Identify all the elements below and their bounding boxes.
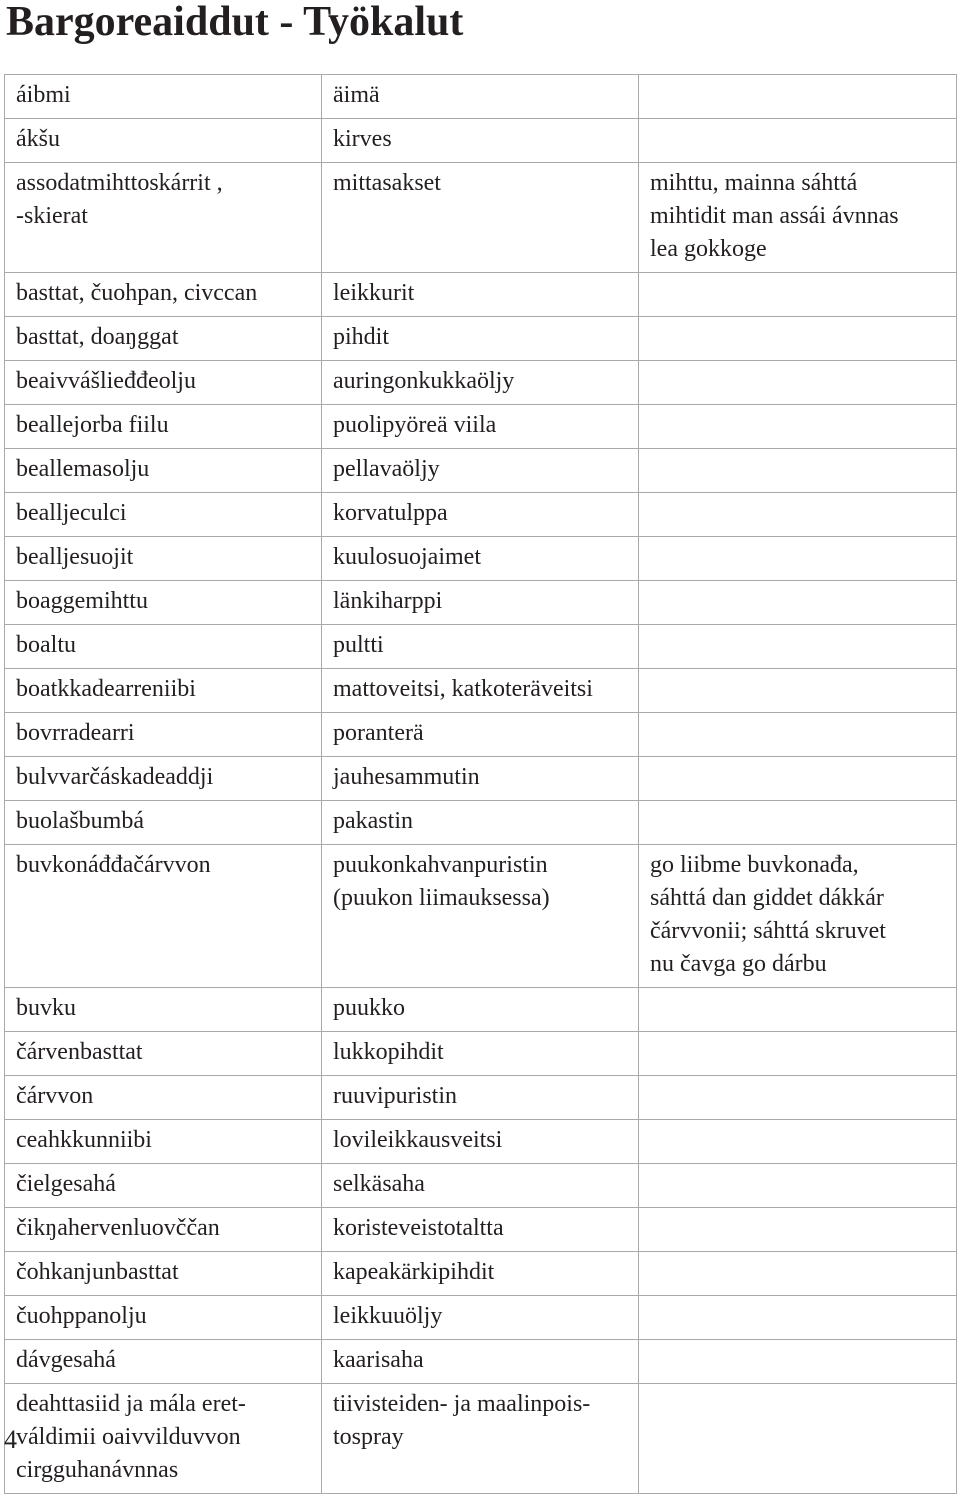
table-row	[5, 988, 957, 1032]
sami-term-cell: boatkkadearreniibi	[5, 669, 322, 713]
note-cell	[639, 713, 957, 757]
table-row	[5, 581, 957, 625]
finnish-term-cell: leikkuuöljy	[322, 1296, 639, 1340]
sami-term-cell: beaivvášlieđđeolju	[5, 361, 322, 405]
finnish-term-cell: lukkopihdit	[322, 1032, 639, 1076]
finnish-term-cell: korvatulppa	[322, 493, 639, 537]
table-row	[5, 163, 957, 273]
table-row	[5, 1252, 957, 1296]
table-row	[5, 669, 957, 713]
finnish-term-cell: koristeveistotaltta	[322, 1208, 639, 1252]
sami-term-cell: čuohppanolju	[5, 1296, 322, 1340]
note-cell	[639, 625, 957, 669]
table-row	[5, 713, 957, 757]
note-cell	[639, 1076, 957, 1120]
table-row	[5, 801, 957, 845]
sami-term-cell: bealljeculci	[5, 493, 322, 537]
table-row	[5, 1164, 957, 1208]
page-title: Bargoreaiddut - Työkalut	[6, 0, 464, 45]
finnish-term-cell: puukonkahvanpuristin (puukon liimauksessa)	[322, 845, 639, 988]
note-cell	[639, 317, 957, 361]
table-row	[5, 537, 957, 581]
finnish-term-cell: puukko	[322, 988, 639, 1032]
finnish-term-cell: mittasakset	[322, 163, 639, 273]
table-row	[5, 119, 957, 163]
sami-term-cell: áibmi	[5, 75, 322, 119]
table-row	[5, 75, 957, 119]
finnish-term-cell: ruuvipuristin	[322, 1076, 639, 1120]
sami-term-cell: boaggemihttu	[5, 581, 322, 625]
note-cell	[639, 537, 957, 581]
finnish-term-cell: poranterä	[322, 713, 639, 757]
finnish-term-cell: lovileikkausveitsi	[322, 1120, 639, 1164]
table-row	[5, 317, 957, 361]
table-row	[5, 405, 957, 449]
note-cell	[639, 273, 957, 317]
sami-term-cell: čielgesahá	[5, 1164, 322, 1208]
table-row	[5, 1120, 957, 1164]
table-row	[5, 493, 957, 537]
sami-term-cell: deahttasiid ja mála eret- váldimii oaivvilduvvon cirgguhanávnnas	[5, 1384, 322, 1494]
sami-term-cell: beallejorba fiilu	[5, 405, 322, 449]
table-row	[5, 1032, 957, 1076]
finnish-term-cell: kuulosuojaimet	[322, 537, 639, 581]
note-cell	[639, 361, 957, 405]
finnish-term-cell: pakastin	[322, 801, 639, 845]
table-row	[5, 361, 957, 405]
sami-term-cell: buvkonáđđačárvvon	[5, 845, 322, 988]
finnish-term-cell: selkäsaha	[322, 1164, 639, 1208]
table-row	[5, 449, 957, 493]
note-cell	[639, 1384, 957, 1494]
note-cell	[639, 405, 957, 449]
sami-term-cell: basttat, čuohpan, civccan	[5, 273, 322, 317]
sami-term-cell: čikŋahervenluovččan	[5, 1208, 322, 1252]
sami-term-cell: beallemasolju	[5, 449, 322, 493]
table-row	[5, 1384, 957, 1494]
sami-term-cell: assodatmihttoskárrit , -skierat	[5, 163, 322, 273]
finnish-term-cell: pultti	[322, 625, 639, 669]
table-row	[5, 625, 957, 669]
note-cell	[639, 493, 957, 537]
sami-term-cell: buolašbumbá	[5, 801, 322, 845]
table-row	[5, 1296, 957, 1340]
sami-term-cell: dávgesahá	[5, 1340, 322, 1384]
finnish-term-cell: kaarisaha	[322, 1340, 639, 1384]
finnish-term-cell: kirves	[322, 119, 639, 163]
sami-term-cell: bealljesuojit	[5, 537, 322, 581]
table-row	[5, 845, 957, 988]
note-cell	[639, 1120, 957, 1164]
sami-term-cell: ákšu	[5, 119, 322, 163]
finnish-term-cell: pihdit	[322, 317, 639, 361]
sami-term-cell: bulvvarčáskadeaddji	[5, 757, 322, 801]
sami-term-cell: ceahkkunniibi	[5, 1120, 322, 1164]
note-cell	[639, 581, 957, 625]
table-row	[5, 1340, 957, 1384]
note-cell	[639, 449, 957, 493]
note-cell: go liibme buvkonađa, sáhttá dan giddet dákkár čárvvonii; sáhttá skruvet nu čavga go dárbu	[639, 845, 957, 988]
note-cell	[639, 1164, 957, 1208]
finnish-term-cell: mattoveitsi, katkoteräveitsi	[322, 669, 639, 713]
sami-term-cell: basttat, doaŋggat	[5, 317, 322, 361]
finnish-term-cell: auringonkukkaöljy	[322, 361, 639, 405]
finnish-term-cell: leikkurit	[322, 273, 639, 317]
sami-term-cell: boaltu	[5, 625, 322, 669]
note-cell	[639, 75, 957, 119]
sami-term-cell: buvku	[5, 988, 322, 1032]
page-number: 4	[4, 1425, 17, 1454]
finnish-term-cell: kapeakärkipihdit	[322, 1252, 639, 1296]
finnish-term-cell: länkiharppi	[322, 581, 639, 625]
table-row	[5, 1076, 957, 1120]
finnish-term-cell: äimä	[322, 75, 639, 119]
table-row	[5, 757, 957, 801]
note-cell	[639, 988, 957, 1032]
note-cell	[639, 119, 957, 163]
sami-term-cell: čárvvon	[5, 1076, 322, 1120]
sami-term-cell: čárvenbasttat	[5, 1032, 322, 1076]
finnish-term-cell: tiivisteiden- ja maalinpois- tospray	[322, 1384, 639, 1494]
table-row	[5, 273, 957, 317]
note-cell	[639, 1296, 957, 1340]
sami-term-cell: bovrradearri	[5, 713, 322, 757]
note-cell	[639, 1252, 957, 1296]
note-cell	[639, 801, 957, 845]
note-cell	[639, 1340, 957, 1384]
finnish-term-cell: puolipyöreä viila	[322, 405, 639, 449]
note-cell: mihttu, mainna sáhttá mihtidit man assái ávnnas lea gokkoge	[639, 163, 957, 273]
finnish-term-cell: jauhesammutin	[322, 757, 639, 801]
finnish-term-cell: pellavaöljy	[322, 449, 639, 493]
note-cell	[639, 669, 957, 713]
glossary-body	[5, 75, 957, 1494]
table-row	[5, 1208, 957, 1252]
note-cell	[639, 1032, 957, 1076]
note-cell	[639, 757, 957, 801]
note-cell	[639, 1208, 957, 1252]
sami-term-cell: čohkanjunbasttat	[5, 1252, 322, 1296]
glossary-table	[4, 74, 957, 1494]
